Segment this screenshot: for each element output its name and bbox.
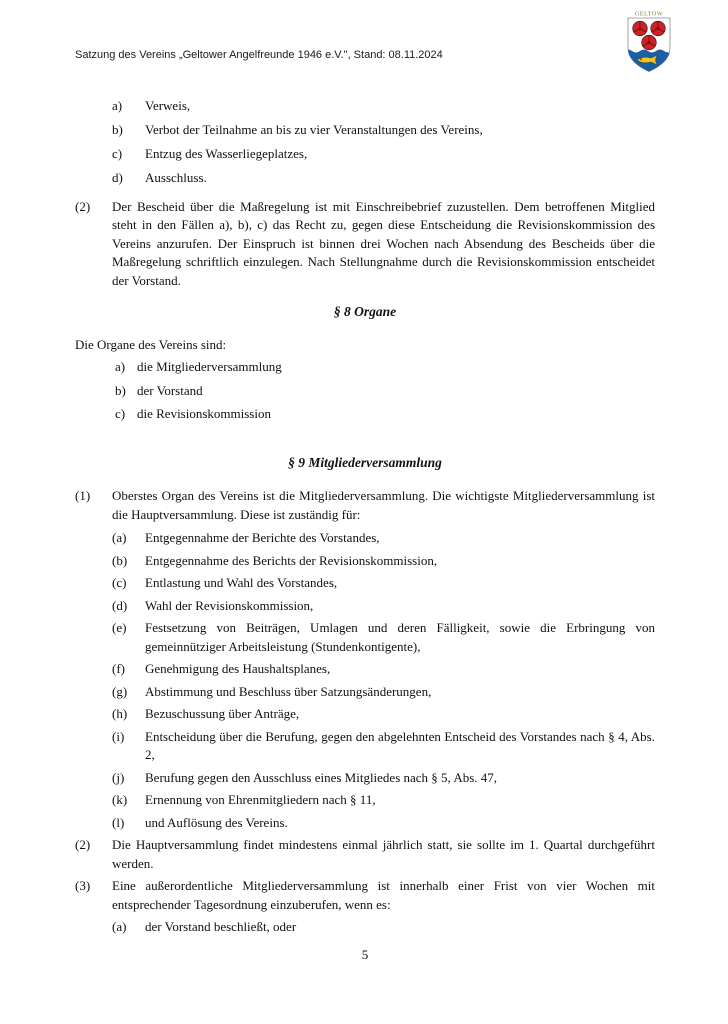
crest-fish-eye [640, 59, 642, 61]
paragraph-text: Oberstes Organ des Vereins ist die Mitgliederversammlung. Die wichtigste Mitgliederversammlung ist die Hauptversammlung. Diese ist zuständig für: [112, 488, 655, 522]
list-item [75, 358, 655, 377]
list-item [75, 597, 655, 616]
section-heading-organe: § 8 Organe [333, 304, 397, 319]
list-item [75, 918, 655, 937]
numbered-paragraph [75, 487, 655, 524]
list-item-text: die Mitgliederversammlung [137, 359, 282, 374]
list-item-label: (b) [112, 552, 128, 568]
list-item [75, 529, 655, 548]
paragraph-text: Eine außerordentliche Mitgliederversammlung ist innerhalb einer Frist von vier Wochen mit entsprechender Tagesordnung einzuberufen, wenn es: [112, 878, 655, 912]
list-item-label: b) [115, 382, 126, 398]
list-item-text: Entlastung und Wahl des Vorstandes, [145, 575, 338, 590]
numbered-paragraph [75, 877, 655, 914]
list-item [75, 683, 655, 702]
document-header-title: Satzung des Vereins „Geltower Angelfreunde 1946 e.V.", Stand: 08.11.2024 [75, 49, 443, 61]
list-item-label: (l) [112, 814, 125, 830]
list-item-text: Verweis, [145, 98, 191, 113]
paragraph-number: (1) [75, 488, 91, 503]
list-item-text: der Vorstand [137, 382, 203, 398]
list-item [75, 769, 655, 788]
list-item-text: Abstimmung und Beschluss über Satzungsänderungen, [145, 683, 432, 699]
list-item [75, 574, 655, 593]
list-item-label: (k) [112, 792, 128, 807]
list-item [75, 552, 655, 571]
list-item-text: Ernennung von Ehrenmitgliedern nach § 11, [145, 792, 376, 807]
rosette-icon [651, 21, 666, 36]
crest-water [624, 50, 674, 75]
section9-list [75, 529, 655, 832]
list-item [75, 145, 655, 164]
list-item-text: Entgegennahme des Berichts der Revisionskommission, [145, 552, 438, 568]
list-item-text: Festsetzung von Beiträgen, Umlagen und deren Fälligkeit, sowie die Erbringung von gemeinnütziger Arbeitsleistung (Stundenkontigente), [145, 620, 655, 654]
list-item-label: c) [112, 146, 123, 161]
numbered-paragraph [75, 836, 655, 873]
list-item-text: Entscheidung über die Berufung, gegen den abgelehnten Entscheid des Vorstandes nach § 4, Abs. 2, [145, 728, 655, 762]
list-item-text: der Vorstand beschließt, oder [145, 919, 297, 934]
list-item [75, 728, 655, 765]
paragraph-text: Der Bescheid über die Maßregelung ist mit Einschreibebrief zuzustellen. Dem betroffenen Mitglied steht in den Fällen a), b), c) das Recht zu, gegen diese Entscheidung die Revisionskommission des Vereins anzurufen. Der Einspruch ist binnen drei Wochen nach Absendung des Bescheids über die Maßregelung schriftlich einzulegen. Nach Stellungnahme durch die Revisionskommission entscheidet der Vorstand. [112, 198, 655, 288]
list-item-label: (g) [112, 683, 128, 699]
paragraph-number: (2) [75, 198, 91, 214]
page-number: 5 [361, 947, 369, 962]
geltow-coat-of-arms [624, 8, 674, 74]
section8-intro: Die Organe des Vereins sind: [75, 336, 227, 352]
list-item-text: Entzug des Wasserliegeplatzes, [145, 146, 308, 161]
list-item-label: a) [115, 359, 126, 374]
list-item-text: Berufung gegen den Ausschluss eines Mitgliedes nach § 5, Abs. 47, [145, 769, 498, 785]
list-item-text: Ausschluss. [145, 170, 207, 185]
list-item-label: c) [115, 406, 126, 421]
section8-list [75, 358, 655, 424]
list-item-label: (e) [112, 620, 127, 635]
section-heading-mitgliederversammlung: § 9 Mitgliederversammlung [288, 454, 442, 470]
list-item-label: (h) [112, 706, 128, 721]
paragraph-number: (2) [75, 837, 91, 852]
list-item [75, 382, 655, 401]
list-item-text: und Auflösung des Vereins. [145, 814, 288, 830]
rosette-icon [633, 21, 648, 36]
list-item-label: (a) [112, 919, 127, 934]
list-item-text: Entgegennahme der Berichte des Vorstandes, [145, 530, 380, 545]
list-item [75, 97, 655, 116]
list-item-text: die Revisionskommission [137, 406, 271, 421]
list-item [75, 660, 655, 679]
list-item [75, 619, 655, 656]
list-item-label: (c) [112, 575, 127, 590]
list-item [75, 169, 655, 188]
paragraph-number: (3) [75, 878, 91, 893]
list-item-label: (f) [112, 661, 125, 676]
list-item [75, 814, 655, 833]
rosette-icon [642, 35, 657, 50]
document-body [75, 97, 655, 941]
list-item-text: Verbot der Teilnahme an bis zu vier Veranstaltungen des Vereins, [145, 122, 483, 137]
list-item-text: Genehmigung des Haushaltsplanes, [145, 661, 331, 676]
list-item-label: d) [112, 170, 123, 185]
list-item-text: Wahl der Revisionskommission, [145, 597, 314, 613]
list-item-label: (a) [112, 530, 127, 545]
crest-label: GELTOW [634, 10, 664, 18]
list-item-label: (i) [112, 728, 125, 744]
list-item [75, 405, 655, 424]
list-item [75, 791, 655, 810]
list-item [75, 121, 655, 140]
list-item-label: (d) [112, 597, 128, 613]
numbered-paragraph [75, 198, 655, 291]
list-item-label: (j) [112, 769, 125, 785]
list-item [75, 705, 655, 724]
list-item-label: b) [112, 122, 123, 137]
list-item-text: Bezuschussung über Anträge, [145, 706, 300, 721]
paragraph-text: Die Hauptversammlung findet mindestens einmal jährlich statt, sie sollte im 1. Quartal durchgeführt werden. [112, 837, 655, 871]
list-item-label: a) [112, 98, 123, 113]
